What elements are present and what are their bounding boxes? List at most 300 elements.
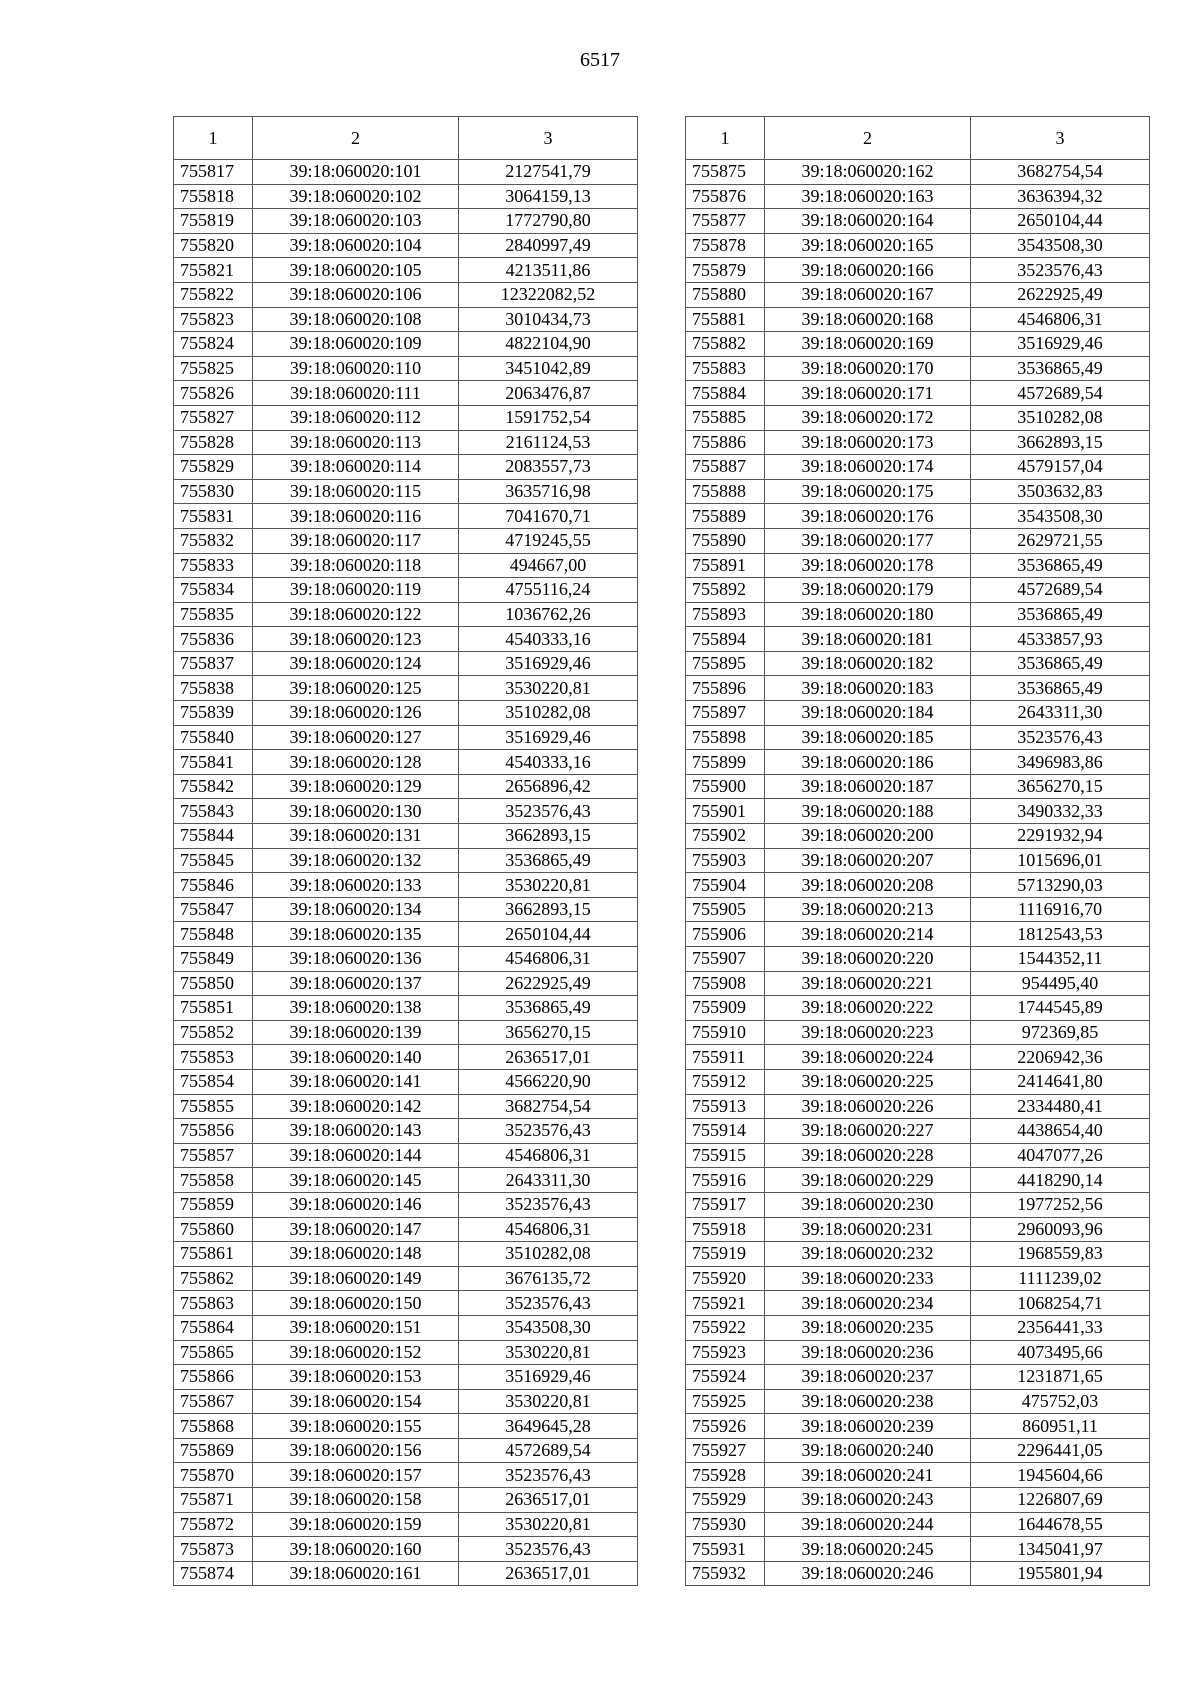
row-number-cell: 755820: [174, 233, 253, 258]
value-cell: 4418290,14: [971, 1168, 1150, 1193]
table-row: [686, 405, 1150, 430]
value-cell: 1544352,11: [971, 947, 1150, 972]
table-row: [174, 996, 638, 1021]
value-cell: 2063476,87: [459, 381, 638, 406]
table-row: [686, 701, 1150, 726]
cadastral-number-cell: 39:18:060020:138: [253, 996, 459, 1021]
cadastral-number-cell: 39:18:060020:238: [765, 1389, 971, 1414]
cadastral-number-cell: 39:18:060020:240: [765, 1438, 971, 1463]
cadastral-number-cell: 39:18:060020:166: [765, 258, 971, 283]
row-number-cell: 755846: [174, 873, 253, 898]
table-row: [686, 873, 1150, 898]
row-number-cell: 755898: [686, 725, 765, 750]
table-row: [686, 1414, 1150, 1439]
table-row: [174, 528, 638, 553]
cadastral-number-cell: 39:18:060020:145: [253, 1168, 459, 1193]
table-row: [174, 578, 638, 603]
cadastral-number-cell: 39:18:060020:128: [253, 750, 459, 775]
row-number-cell: 755893: [686, 602, 765, 627]
table-row: [686, 1217, 1150, 1242]
value-cell: 1744545,89: [971, 996, 1150, 1021]
cadastral-number-cell: 39:18:060020:184: [765, 701, 971, 726]
row-number-cell: 755883: [686, 356, 765, 381]
value-cell: 4822104,90: [459, 332, 638, 357]
value-cell: 3523576,43: [971, 258, 1150, 283]
table-row: [174, 701, 638, 726]
cadastral-number-cell: 39:18:060020:153: [253, 1365, 459, 1390]
column-header-2: 2: [253, 117, 459, 160]
cadastral-number-cell: 39:18:060020:223: [765, 1020, 971, 1045]
value-cell: 4540333,16: [459, 750, 638, 775]
row-number-cell: 755821: [174, 258, 253, 283]
row-number-cell: 755889: [686, 504, 765, 529]
row-number-cell: 755869: [174, 1438, 253, 1463]
table-row: [686, 1488, 1150, 1513]
row-number-cell: 755841: [174, 750, 253, 775]
row-number-cell: 755919: [686, 1242, 765, 1267]
value-cell: 2650104,44: [971, 209, 1150, 234]
row-number-cell: 755840: [174, 725, 253, 750]
table-row: [686, 455, 1150, 480]
table-row: [174, 627, 638, 652]
cadastral-number-cell: 39:18:060020:154: [253, 1389, 459, 1414]
table-header-row: [174, 117, 638, 160]
cadastral-number-cell: 39:18:060020:132: [253, 848, 459, 873]
value-cell: 4546806,31: [459, 1217, 638, 1242]
value-cell: 4755116,24: [459, 578, 638, 603]
table-row: [686, 578, 1150, 603]
row-number-cell: 755842: [174, 774, 253, 799]
cadastral-number-cell: 39:18:060020:144: [253, 1143, 459, 1168]
table-row: [686, 1168, 1150, 1193]
table-row: [174, 504, 638, 529]
cadastral-number-cell: 39:18:060020:147: [253, 1217, 459, 1242]
value-cell: 3010434,73: [459, 307, 638, 332]
cadastral-number-cell: 39:18:060020:173: [765, 430, 971, 455]
column-header-3: 3: [459, 117, 638, 160]
row-number-cell: 755864: [174, 1315, 253, 1340]
table-row: [686, 1143, 1150, 1168]
table-row: [686, 282, 1150, 307]
row-number-cell: 755895: [686, 651, 765, 676]
cadastral-number-cell: 39:18:060020:118: [253, 553, 459, 578]
table-row: [686, 504, 1150, 529]
table-row: [174, 282, 638, 307]
value-cell: 4213511,86: [459, 258, 638, 283]
row-number-cell: 755921: [686, 1291, 765, 1316]
row-number-cell: 755879: [686, 258, 765, 283]
table-row: [174, 1020, 638, 1045]
column-header-3: 3: [971, 117, 1150, 160]
cadastral-number-cell: 39:18:060020:232: [765, 1242, 971, 1267]
value-cell: 1772790,80: [459, 209, 638, 234]
table-row: [174, 848, 638, 873]
cadastral-number-cell: 39:18:060020:148: [253, 1242, 459, 1267]
row-number-cell: 755839: [174, 701, 253, 726]
value-cell: 4540333,16: [459, 627, 638, 652]
row-number-cell: 755915: [686, 1143, 765, 1168]
value-cell: 2636517,01: [459, 1045, 638, 1070]
registry-table-left: [173, 116, 638, 1586]
row-number-cell: 755888: [686, 479, 765, 504]
row-number-cell: 755931: [686, 1537, 765, 1562]
value-cell: 1977252,56: [971, 1192, 1150, 1217]
row-number-cell: 755832: [174, 528, 253, 553]
cadastral-number-cell: 39:18:060020:101: [253, 160, 459, 185]
value-cell: 2127541,79: [459, 160, 638, 185]
table-row: [174, 1315, 638, 1340]
value-cell: 1036762,26: [459, 602, 638, 627]
cadastral-number-cell: 39:18:060020:168: [765, 307, 971, 332]
value-cell: 1231871,65: [971, 1365, 1150, 1390]
cadastral-number-cell: 39:18:060020:241: [765, 1463, 971, 1488]
table-row: [686, 1192, 1150, 1217]
value-cell: 3451042,89: [459, 356, 638, 381]
row-number-cell: 755861: [174, 1242, 253, 1267]
table-row: [174, 356, 638, 381]
table-row: [174, 233, 638, 258]
cadastral-number-cell: 39:18:060020:127: [253, 725, 459, 750]
row-number-cell: 755837: [174, 651, 253, 676]
cadastral-number-cell: 39:18:060020:235: [765, 1315, 971, 1340]
table-row: [686, 430, 1150, 455]
row-number-cell: 755917: [686, 1192, 765, 1217]
value-cell: 3496983,86: [971, 750, 1150, 775]
value-cell: 2206942,36: [971, 1045, 1150, 1070]
row-number-cell: 755900: [686, 774, 765, 799]
row-number-cell: 755870: [174, 1463, 253, 1488]
table-row: [174, 455, 638, 480]
cadastral-number-cell: 39:18:060020:174: [765, 455, 971, 480]
cadastral-number-cell: 39:18:060020:157: [253, 1463, 459, 1488]
row-number-cell: 755904: [686, 873, 765, 898]
value-cell: 2622925,49: [971, 282, 1150, 307]
row-number-cell: 755828: [174, 430, 253, 455]
row-number-cell: 755852: [174, 1020, 253, 1045]
value-cell: 3510282,08: [459, 1242, 638, 1267]
row-number-cell: 755918: [686, 1217, 765, 1242]
value-cell: 1644678,55: [971, 1512, 1150, 1537]
table-row: [174, 1365, 638, 1390]
table-row: [174, 332, 638, 357]
value-cell: 4579157,04: [971, 455, 1150, 480]
row-number-cell: 755854: [174, 1069, 253, 1094]
row-number-cell: 755867: [174, 1389, 253, 1414]
row-number-cell: 755857: [174, 1143, 253, 1168]
row-number-cell: 755882: [686, 332, 765, 357]
row-number-cell: 755926: [686, 1414, 765, 1439]
value-cell: 3662893,15: [459, 824, 638, 849]
value-cell: 4546806,31: [971, 307, 1150, 332]
table-row: [686, 1438, 1150, 1463]
value-cell: 2650104,44: [459, 922, 638, 947]
cadastral-number-cell: 39:18:060020:220: [765, 947, 971, 972]
value-cell: 2960093,96: [971, 1217, 1150, 1242]
value-cell: 3676135,72: [459, 1266, 638, 1291]
value-cell: 4719245,55: [459, 528, 638, 553]
row-number-cell: 755923: [686, 1340, 765, 1365]
value-cell: 1015696,01: [971, 848, 1150, 873]
table-row: [686, 725, 1150, 750]
row-number-cell: 755871: [174, 1488, 253, 1513]
row-number-cell: 755906: [686, 922, 765, 947]
table-row: [686, 1119, 1150, 1144]
cadastral-number-cell: 39:18:060020:119: [253, 578, 459, 603]
row-number-cell: 755874: [174, 1561, 253, 1586]
cadastral-number-cell: 39:18:060020:234: [765, 1291, 971, 1316]
row-number-cell: 755853: [174, 1045, 253, 1070]
cadastral-number-cell: 39:18:060020:105: [253, 258, 459, 283]
cadastral-number-cell: 39:18:060020:213: [765, 897, 971, 922]
table-row: [686, 971, 1150, 996]
table-row: [686, 209, 1150, 234]
row-number-cell: 755851: [174, 996, 253, 1021]
cadastral-number-cell: 39:18:060020:114: [253, 455, 459, 480]
row-number-cell: 755817: [174, 160, 253, 185]
row-number-cell: 755884: [686, 381, 765, 406]
table-row: [174, 1192, 638, 1217]
table-row: [686, 160, 1150, 185]
table-row: [174, 258, 638, 283]
table-row: [174, 676, 638, 701]
table-row: [174, 1561, 638, 1586]
value-cell: 4566220,90: [459, 1069, 638, 1094]
cadastral-number-cell: 39:18:060020:181: [765, 627, 971, 652]
page-number: 6517: [580, 49, 620, 71]
cadastral-number-cell: 39:18:060020:125: [253, 676, 459, 701]
value-cell: 3510282,08: [971, 405, 1150, 430]
table-row: [174, 1168, 638, 1193]
cadastral-number-cell: 39:18:060020:137: [253, 971, 459, 996]
cadastral-number-cell: 39:18:060020:129: [253, 774, 459, 799]
cadastral-number-cell: 39:18:060020:102: [253, 184, 459, 209]
value-cell: 3523576,43: [459, 1119, 638, 1144]
table-row: [174, 479, 638, 504]
cadastral-number-cell: 39:18:060020:110: [253, 356, 459, 381]
row-number-cell: 755825: [174, 356, 253, 381]
cadastral-number-cell: 39:18:060020:152: [253, 1340, 459, 1365]
cadastral-number-cell: 39:18:060020:243: [765, 1488, 971, 1513]
value-cell: 3510282,08: [459, 701, 638, 726]
cadastral-number-cell: 39:18:060020:112: [253, 405, 459, 430]
value-cell: 12322082,52: [459, 282, 638, 307]
table-row: [686, 1340, 1150, 1365]
cadastral-number-cell: 39:18:060020:116: [253, 504, 459, 529]
cadastral-number-cell: 39:18:060020:109: [253, 332, 459, 357]
cadastral-number-cell: 39:18:060020:245: [765, 1537, 971, 1562]
row-number-cell: 755896: [686, 676, 765, 701]
cadastral-number-cell: 39:18:060020:164: [765, 209, 971, 234]
table-row: [174, 971, 638, 996]
row-number-cell: 755908: [686, 971, 765, 996]
row-number-cell: 755862: [174, 1266, 253, 1291]
row-number-cell: 755844: [174, 824, 253, 849]
row-number-cell: 755886: [686, 430, 765, 455]
table-row: [174, 1143, 638, 1168]
value-cell: 972369,85: [971, 1020, 1150, 1045]
table-row: [174, 209, 638, 234]
table-body-right: [686, 160, 1150, 1586]
table-row: [174, 160, 638, 185]
table-row: [174, 430, 638, 455]
table-row: [174, 1291, 638, 1316]
value-cell: 2622925,49: [459, 971, 638, 996]
value-cell: 1955801,94: [971, 1561, 1150, 1586]
value-cell: 3543508,30: [971, 233, 1150, 258]
value-cell: 4546806,31: [459, 947, 638, 972]
value-cell: 2296441,05: [971, 1438, 1150, 1463]
table-row: [174, 897, 638, 922]
table-row: [686, 1094, 1150, 1119]
table-row: [686, 1291, 1150, 1316]
cadastral-number-cell: 39:18:060020:103: [253, 209, 459, 234]
column-header-2: 2: [765, 117, 971, 160]
table-header-row: [686, 117, 1150, 160]
value-cell: 3682754,54: [971, 160, 1150, 185]
row-number-cell: 755845: [174, 848, 253, 873]
cadastral-number-cell: 39:18:060020:239: [765, 1414, 971, 1439]
row-number-cell: 755930: [686, 1512, 765, 1537]
value-cell: 3530220,81: [459, 873, 638, 898]
row-number-cell: 755850: [174, 971, 253, 996]
row-number-cell: 755913: [686, 1094, 765, 1119]
table-row: [686, 233, 1150, 258]
value-cell: 3530220,81: [459, 1389, 638, 1414]
cadastral-number-cell: 39:18:060020:150: [253, 1291, 459, 1316]
row-number-cell: 755856: [174, 1119, 253, 1144]
cadastral-number-cell: 39:18:060020:149: [253, 1266, 459, 1291]
cadastral-number-cell: 39:18:060020:143: [253, 1119, 459, 1144]
row-number-cell: 755848: [174, 922, 253, 947]
cadastral-number-cell: 39:18:060020:171: [765, 381, 971, 406]
row-number-cell: 755824: [174, 332, 253, 357]
row-number-cell: 755859: [174, 1192, 253, 1217]
table-row: [686, 332, 1150, 357]
cadastral-number-cell: 39:18:060020:104: [253, 233, 459, 258]
row-number-cell: 755932: [686, 1561, 765, 1586]
cadastral-number-cell: 39:18:060020:230: [765, 1192, 971, 1217]
value-cell: 954495,40: [971, 971, 1150, 996]
row-number-cell: 755873: [174, 1537, 253, 1562]
value-cell: 1068254,71: [971, 1291, 1150, 1316]
table-row: [174, 947, 638, 972]
value-cell: 1226807,69: [971, 1488, 1150, 1513]
cadastral-number-cell: 39:18:060020:142: [253, 1094, 459, 1119]
row-number-cell: 755912: [686, 1069, 765, 1094]
row-number-cell: 755843: [174, 799, 253, 824]
row-number-cell: 755831: [174, 504, 253, 529]
row-number-cell: 755855: [174, 1094, 253, 1119]
value-cell: 2356441,33: [971, 1315, 1150, 1340]
value-cell: 4572689,54: [971, 578, 1150, 603]
row-number-cell: 755897: [686, 701, 765, 726]
cadastral-number-cell: 39:18:060020:131: [253, 824, 459, 849]
cadastral-number-cell: 39:18:060020:231: [765, 1217, 971, 1242]
value-cell: 3490332,33: [971, 799, 1150, 824]
cadastral-number-cell: 39:18:060020:123: [253, 627, 459, 652]
cadastral-number-cell: 39:18:060020:124: [253, 651, 459, 676]
table-row: [686, 1242, 1150, 1267]
row-number-cell: 755885: [686, 405, 765, 430]
row-number-cell: 755847: [174, 897, 253, 922]
table-row: [174, 1094, 638, 1119]
table-row: [174, 1414, 638, 1439]
cadastral-number-cell: 39:18:060020:117: [253, 528, 459, 553]
value-cell: 1812543,53: [971, 922, 1150, 947]
cadastral-number-cell: 39:18:060020:169: [765, 332, 971, 357]
table-row: [686, 922, 1150, 947]
cadastral-number-cell: 39:18:060020:113: [253, 430, 459, 455]
table-row: [686, 774, 1150, 799]
cadastral-number-cell: 39:18:060020:186: [765, 750, 971, 775]
value-cell: 4047077,26: [971, 1143, 1150, 1168]
table-row: [174, 1069, 638, 1094]
cadastral-number-cell: 39:18:060020:136: [253, 947, 459, 972]
value-cell: 3523576,43: [459, 1537, 638, 1562]
table-row: [174, 1438, 638, 1463]
value-cell: 4546806,31: [459, 1143, 638, 1168]
value-cell: 3543508,30: [971, 504, 1150, 529]
table-row: [174, 922, 638, 947]
value-cell: 1345041,97: [971, 1537, 1150, 1562]
value-cell: 3516929,46: [459, 725, 638, 750]
table-row: [686, 307, 1150, 332]
cadastral-number-cell: 39:18:060020:226: [765, 1094, 971, 1119]
table-row: [686, 1266, 1150, 1291]
cadastral-number-cell: 39:18:060020:228: [765, 1143, 971, 1168]
value-cell: 3523576,43: [459, 1192, 638, 1217]
row-number-cell: 755928: [686, 1463, 765, 1488]
table-row: [686, 553, 1150, 578]
table-row: [686, 602, 1150, 627]
row-number-cell: 755925: [686, 1389, 765, 1414]
row-number-cell: 755834: [174, 578, 253, 603]
value-cell: 3536865,49: [459, 848, 638, 873]
row-number-cell: 755887: [686, 455, 765, 480]
table-row: [686, 1512, 1150, 1537]
column-header-1: 1: [174, 117, 253, 160]
row-number-cell: 755929: [686, 1488, 765, 1513]
cadastral-number-cell: 39:18:060020:126: [253, 701, 459, 726]
table-row: [686, 1561, 1150, 1586]
cadastral-number-cell: 39:18:060020:179: [765, 578, 971, 603]
row-number-cell: 755818: [174, 184, 253, 209]
value-cell: 2636517,01: [459, 1488, 638, 1513]
table-row: [174, 381, 638, 406]
cadastral-number-cell: 39:18:060020:188: [765, 799, 971, 824]
row-number-cell: 755866: [174, 1365, 253, 1390]
row-number-cell: 755907: [686, 947, 765, 972]
row-number-cell: 755876: [686, 184, 765, 209]
value-cell: 3662893,15: [971, 430, 1150, 455]
cadastral-number-cell: 39:18:060020:167: [765, 282, 971, 307]
table-row: [686, 1365, 1150, 1390]
table-row: [686, 897, 1150, 922]
value-cell: 1111239,02: [971, 1266, 1150, 1291]
cadastral-number-cell: 39:18:060020:159: [253, 1512, 459, 1537]
cadastral-number-cell: 39:18:060020:122: [253, 602, 459, 627]
row-number-cell: 755838: [174, 676, 253, 701]
cadastral-number-cell: 39:18:060020:233: [765, 1266, 971, 1291]
row-number-cell: 755899: [686, 750, 765, 775]
table-row: [174, 1340, 638, 1365]
table-row: [686, 1069, 1150, 1094]
row-number-cell: 755878: [686, 233, 765, 258]
value-cell: 2161124,53: [459, 430, 638, 455]
cadastral-number-cell: 39:18:060020:170: [765, 356, 971, 381]
row-number-cell: 755902: [686, 824, 765, 849]
row-number-cell: 755849: [174, 947, 253, 972]
